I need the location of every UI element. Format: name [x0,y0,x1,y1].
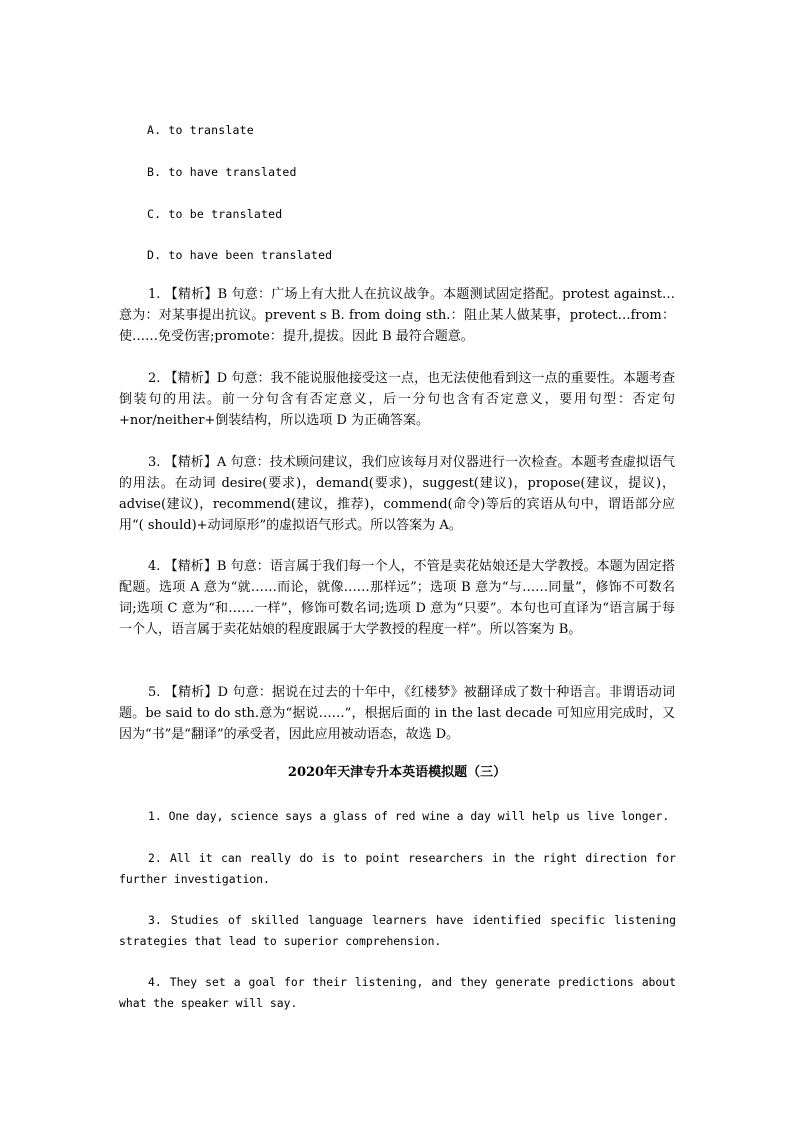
analysis-text: 【精析】D 句意：我不能说服他接受这一点，也无法使他看到这一点的重要性。本题考查倒装句的用法。前一分句含有否定意义，后一分句也含有否定意义，要用句型：否定句+nor/neither+倒装结构，所以选项 D 为正确答案。 [119,371,675,428]
analysis-text: 【精析】A 句意：技术顾问建议，我们应该每月对仪器进行一次检查。本题考查虚拟语气的用法。在动词 desire(要求)，demand(要求)，suggest(建议)，propose(建议，提议)，advise(建议)，recommend(建议，推荐)，commend(命令)等后的宾语从句中，谓语部分应用“( should)+动词原形”的虚拟语气形式。所以答案为 A。 [119,455,675,533]
analysis-text: 【精析】B 句意：广场上有大批人在抗议战争。本题测试固定搭配。protest against…意为：对某事提出抗议。prevent s B. from doing sth.：阻止某人做某事，protect…from：使……免受伤害;promote：提升,提拔。因此 B 最符合题意。 [119,287,675,344]
section-title: 2020年天津专升本英语模拟题（三） [287,765,507,780]
sentence-4: 4. They set a goal for their listening, and they generate predictions about what the speaker will say. [119,975,676,1010]
analysis-item-2 [119,368,675,431]
sentence-3: 3. Studies of skilled language learners have identified specific listening strategies that lead to superior comprehension. [119,913,676,948]
analysis-item-4 [119,556,675,640]
analysis-item-5 [119,682,675,745]
analysis-number: 5. [148,685,161,700]
analysis-number: 2. [148,371,161,386]
option-b: B. to have translated [147,165,297,179]
analysis-number: 1. [148,287,161,302]
analysis-item-1 [119,284,675,347]
analysis-text: 【精析】D 句意：据说在过去的十年中，《红楼梦》被翻译成了数十种语言。非谓语动词题。be said to do sth.意为“据说……”，根据后面的 in the last decade 可知应用完成时，又因为“书”是“翻译”的承受者，因此应用被动语态，故选 D。 [119,685,675,742]
sentence-1: 1. One day, science says a glass of red wine a day will help us live longer. [148,809,670,823]
analysis-text: 【精析】B 句意：语言属于我们每一个人，不管是卖花姑娘还是大学教授。本题为固定搭配题。选项 A 意为“就……而论，就像……那样远”；选项 B 意为“与……同量”，修饰不可数名词;选项 C 意为“和……一样”，修饰可数名词;选项 D 意为“只要”。本句也可直译为“语言属于每一个人，语言属于卖花姑娘的程度跟属于大学教授的程度一样”。所以答案为 B。 [119,559,676,637]
analysis-number: 3. [148,455,161,470]
analysis-number: 4. [148,559,161,574]
option-c: C. to be translated [147,207,283,221]
sentence-2: 2. All it can really do is to point researchers in the right direction for further investigation. [119,851,676,886]
option-a: A. to translate [147,123,254,137]
analysis-item-3 [119,452,675,536]
option-d: D. to have been translated [147,248,333,262]
